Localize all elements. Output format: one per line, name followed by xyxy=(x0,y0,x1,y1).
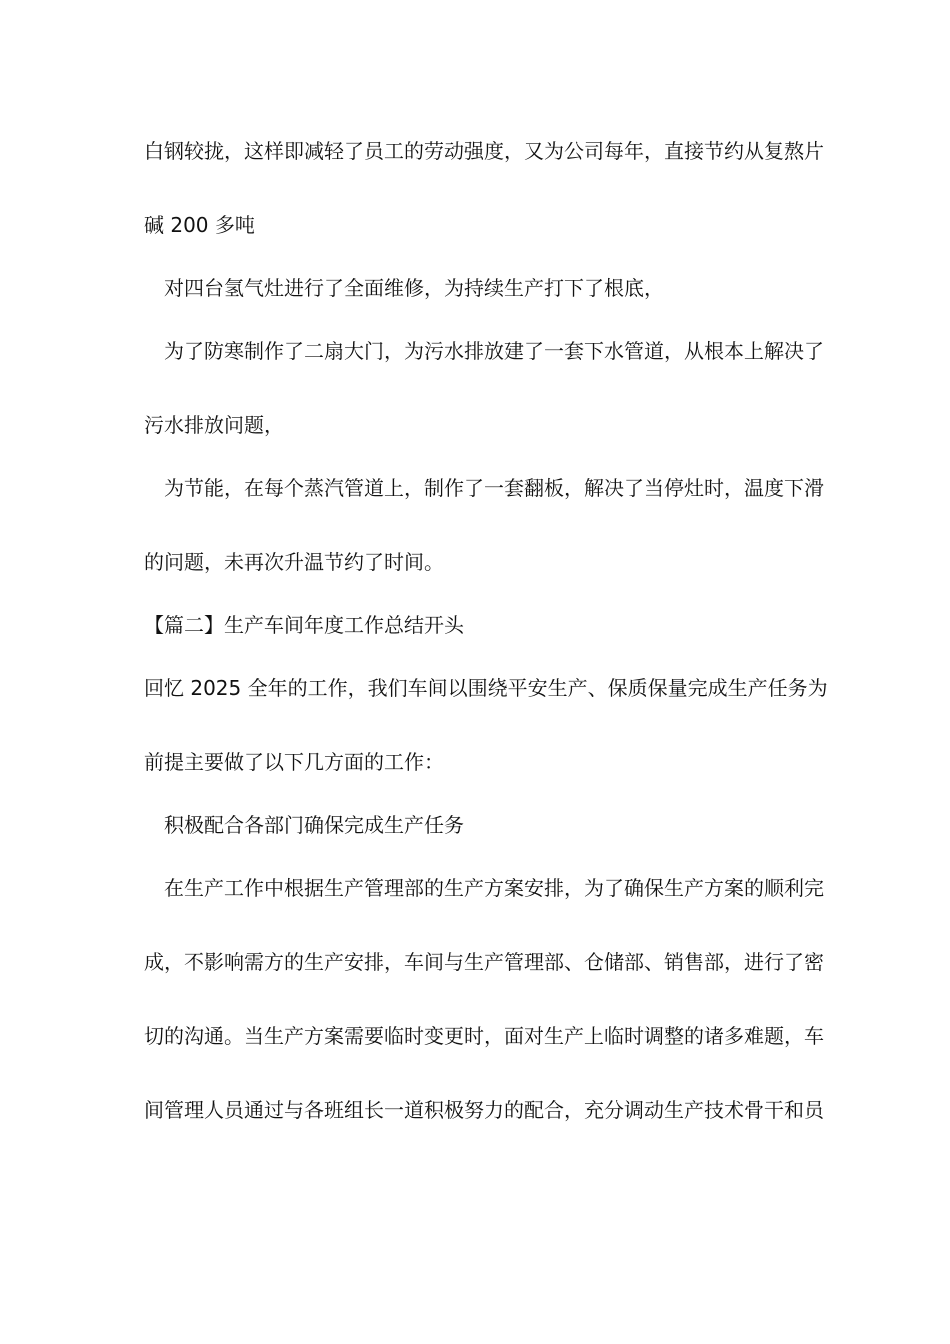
paragraph-line-9: 回忆 2025 全年的工作，我们车间以围绕平安生产、保质保量完成生产任务为 xyxy=(144,676,828,700)
paragraph-line-1: 白钢较拢，这样即减轻了员工的劳动强度，又为公司每年，直接节约从复熬片 xyxy=(144,139,824,163)
paragraph-line-6: 为节能，在每个蒸汽管道上，制作了一套翻板，解决了当停灶时，温度下滑 xyxy=(144,476,824,500)
paragraph-line-7: 的问题，未再次升温节约了时间。 xyxy=(144,550,444,574)
paragraph-line-3: 对四台氢气灶进行了全面维修，为持续生产打下了根底， xyxy=(144,276,664,300)
subheading: 积极配合各部门确保完成生产任务 xyxy=(144,813,464,837)
paragraph-line-12: 在生产工作中根据生产管理部的生产方案安排，为了确保生产方案的顺利完 xyxy=(144,876,824,900)
paragraph-line-13: 成，不影响需方的生产安排，车间与生产管理部、仓储部、销售部，进行了密 xyxy=(144,950,824,974)
paragraph-line-5: 污水排放问题， xyxy=(144,413,284,437)
section-heading: 【篇二】生产车间年度工作总结开头 xyxy=(144,613,464,637)
paragraph-line-14: 切的沟通。当生产方案需要临时变更时，面对生产上临时调整的诸多难题，车 xyxy=(144,1024,824,1048)
paragraph-line-10: 前提主要做了以下几方面的工作： xyxy=(144,750,444,774)
paragraph-line-4: 为了防寒制作了二扇大门，为污水排放建了一套下水管道，从根本上解决了 xyxy=(144,339,824,363)
paragraph-line-15: 间管理人员通过与各班组长一道积极努力的配合，充分调动生产技术骨干和员 xyxy=(144,1098,824,1122)
paragraph-line-2: 碱 200 多吨 xyxy=(144,213,255,237)
